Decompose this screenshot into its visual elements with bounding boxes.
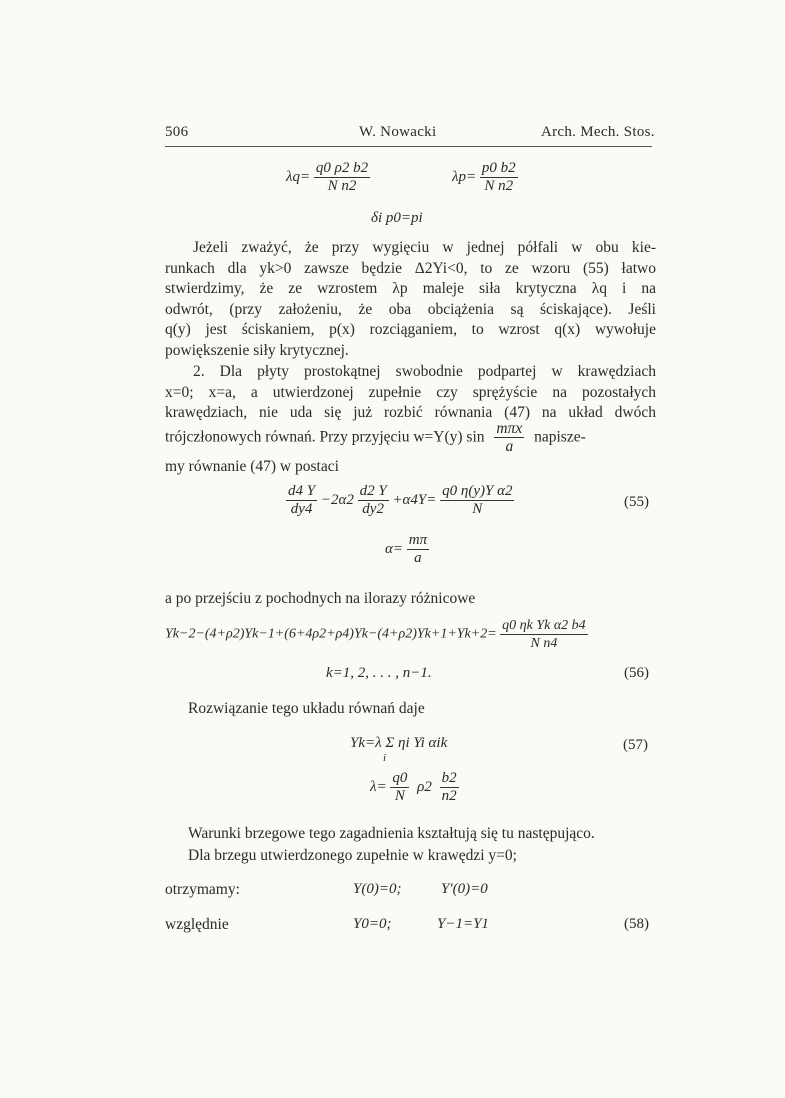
eq55-mid: −2α2 bbox=[320, 492, 354, 508]
paragraph-4: Rozwiązanie tego układu równań daje bbox=[188, 700, 425, 717]
eq56-tag: (56) bbox=[624, 665, 649, 681]
lambda-q-den: N n2 bbox=[327, 178, 357, 194]
equation-lambda bbox=[370, 770, 459, 805]
equation-lambda-p bbox=[452, 160, 518, 195]
lambda-num1: q0 bbox=[392, 770, 408, 786]
eq58-eq1a: Y(0)=0; bbox=[353, 881, 402, 897]
p1-line: odwrót, (przy założeniu, że oba obciążenia są ściskające). Jeśli bbox=[165, 300, 656, 318]
alpha-den: a bbox=[414, 550, 422, 566]
eq56-den: N n4 bbox=[530, 636, 558, 651]
paragraph-3: a po przejściu z pochodnych na ilorazy różnicowe bbox=[165, 590, 476, 607]
running-author: W. Nowacki bbox=[359, 124, 437, 140]
eq56-num: q0 ηk Yk α2 b4 bbox=[502, 618, 586, 633]
eq55-tag: (55) bbox=[624, 494, 649, 510]
alpha-num: mπ bbox=[408, 532, 428, 548]
lambda-den1: N bbox=[394, 788, 405, 804]
eq58-eq2b: Y−1=Y1 bbox=[437, 916, 489, 932]
eq55-den3: N bbox=[472, 501, 483, 517]
paragraph-5a: Warunki brzegowe tego zagadnienia kształtują się tu następująco. bbox=[188, 825, 595, 842]
eq55-den1: dy4 bbox=[290, 501, 313, 517]
sin-arg-num: mπx bbox=[496, 420, 523, 437]
equation-55 bbox=[286, 483, 514, 518]
p1-line: powiększenie siły krytycznej. bbox=[165, 341, 349, 359]
lambda-p-den: N n2 bbox=[484, 178, 514, 194]
paragraph-5b: Dla brzegu utwierdzonego zupełnie w krawędzi y=0; bbox=[188, 847, 517, 864]
paragraph-2 bbox=[165, 362, 656, 424]
lambda-lhs: λ= bbox=[370, 779, 387, 795]
p1-line: q(y) jest ściskaniem, p(x) rozciąganiem, to wzrost q(x) wywołuje bbox=[165, 321, 656, 338]
equation-56 bbox=[165, 617, 588, 652]
lambda-p-num: p0 b2 bbox=[481, 160, 516, 176]
equation-delta: δi p0=pi bbox=[371, 210, 423, 226]
running-journal: Arch. Mech. Stos. bbox=[541, 124, 655, 140]
p2-line: 2. Dla płyty prostokątnej swobodnie podpartej w krawędziach bbox=[193, 363, 656, 380]
p2-line-5: my równanie (47) w postaci bbox=[165, 458, 339, 475]
eq58-tag: (58) bbox=[624, 916, 649, 932]
alpha-lhs: α= bbox=[385, 541, 403, 557]
eq58-label-1: otrzymamy: bbox=[165, 881, 240, 898]
page-number: 506 bbox=[165, 124, 189, 140]
p2-line: x=0; x=a, a utwierdzonej zupełnie czy sprężyście na pozostałych bbox=[165, 383, 656, 401]
eq55-num1: d4 Y bbox=[288, 483, 316, 499]
eq57-main: Yk=λ Σ ηi Yi αik bbox=[350, 735, 448, 751]
eq58-eq1b: Y′(0)=0 bbox=[441, 881, 488, 897]
lambda-rho: ρ2 bbox=[417, 779, 432, 795]
p1-line: Jeżeli zważyć, że przy wygięciu w jednej półfali w obu kie- bbox=[193, 239, 656, 256]
p2-line-4 bbox=[165, 420, 586, 455]
equation-57 bbox=[350, 735, 447, 752]
p2-line4-text: trójczłonowych równań. Przy przyjęciu w=Y(y) sin bbox=[165, 428, 485, 446]
eq55-num2: d2 Y bbox=[359, 483, 387, 499]
eq58-eq2a: Y0=0; bbox=[353, 916, 392, 932]
eq56-range: k=1, 2, . . . , n−1. bbox=[326, 665, 432, 681]
lambda-q-num: q0 ρ2 b2 bbox=[315, 160, 369, 176]
eq57-sum-index: i bbox=[383, 752, 387, 764]
equation-lambda-q bbox=[286, 160, 370, 195]
sin-arg-den: a bbox=[505, 438, 514, 455]
p1-line: stwierdzimy, że ze wzrostem λp maleje siła krytyczna λq i na bbox=[165, 280, 656, 297]
lambda-den2: n2 bbox=[441, 788, 457, 804]
p2-line4-end: napisze- bbox=[534, 428, 586, 446]
eq58-label-2: względnie bbox=[165, 916, 229, 933]
eq55-num3: q0 η(y)Y α2 bbox=[442, 483, 513, 499]
lambda-q-lhs: λq= bbox=[286, 168, 311, 185]
lambda-num2: b2 bbox=[441, 770, 457, 786]
lambda-p-lhs: λp= bbox=[452, 168, 477, 185]
header-rule bbox=[165, 146, 652, 147]
equation-alpha bbox=[385, 532, 429, 567]
eq57-tag: (57) bbox=[623, 737, 648, 753]
eq55-plus: +α4Y= bbox=[392, 492, 437, 508]
paragraph-1 bbox=[165, 238, 656, 361]
eq55-den2: dy2 bbox=[362, 501, 384, 517]
p1-line: runkach dla yk>0 zawsze będzie Δ2Yi<0, to ze wzoru (55) łatwo bbox=[165, 259, 656, 277]
eq56-lhs: Yk−2−(4+ρ2)Yk−1+(6+4ρ2+ρ4)Yk−(4+ρ2)Yk+1+Yk+2= bbox=[165, 626, 497, 642]
p2-line: krawędziach, nie uda się już rozbić równania (47) na układ dwóch bbox=[165, 404, 656, 421]
